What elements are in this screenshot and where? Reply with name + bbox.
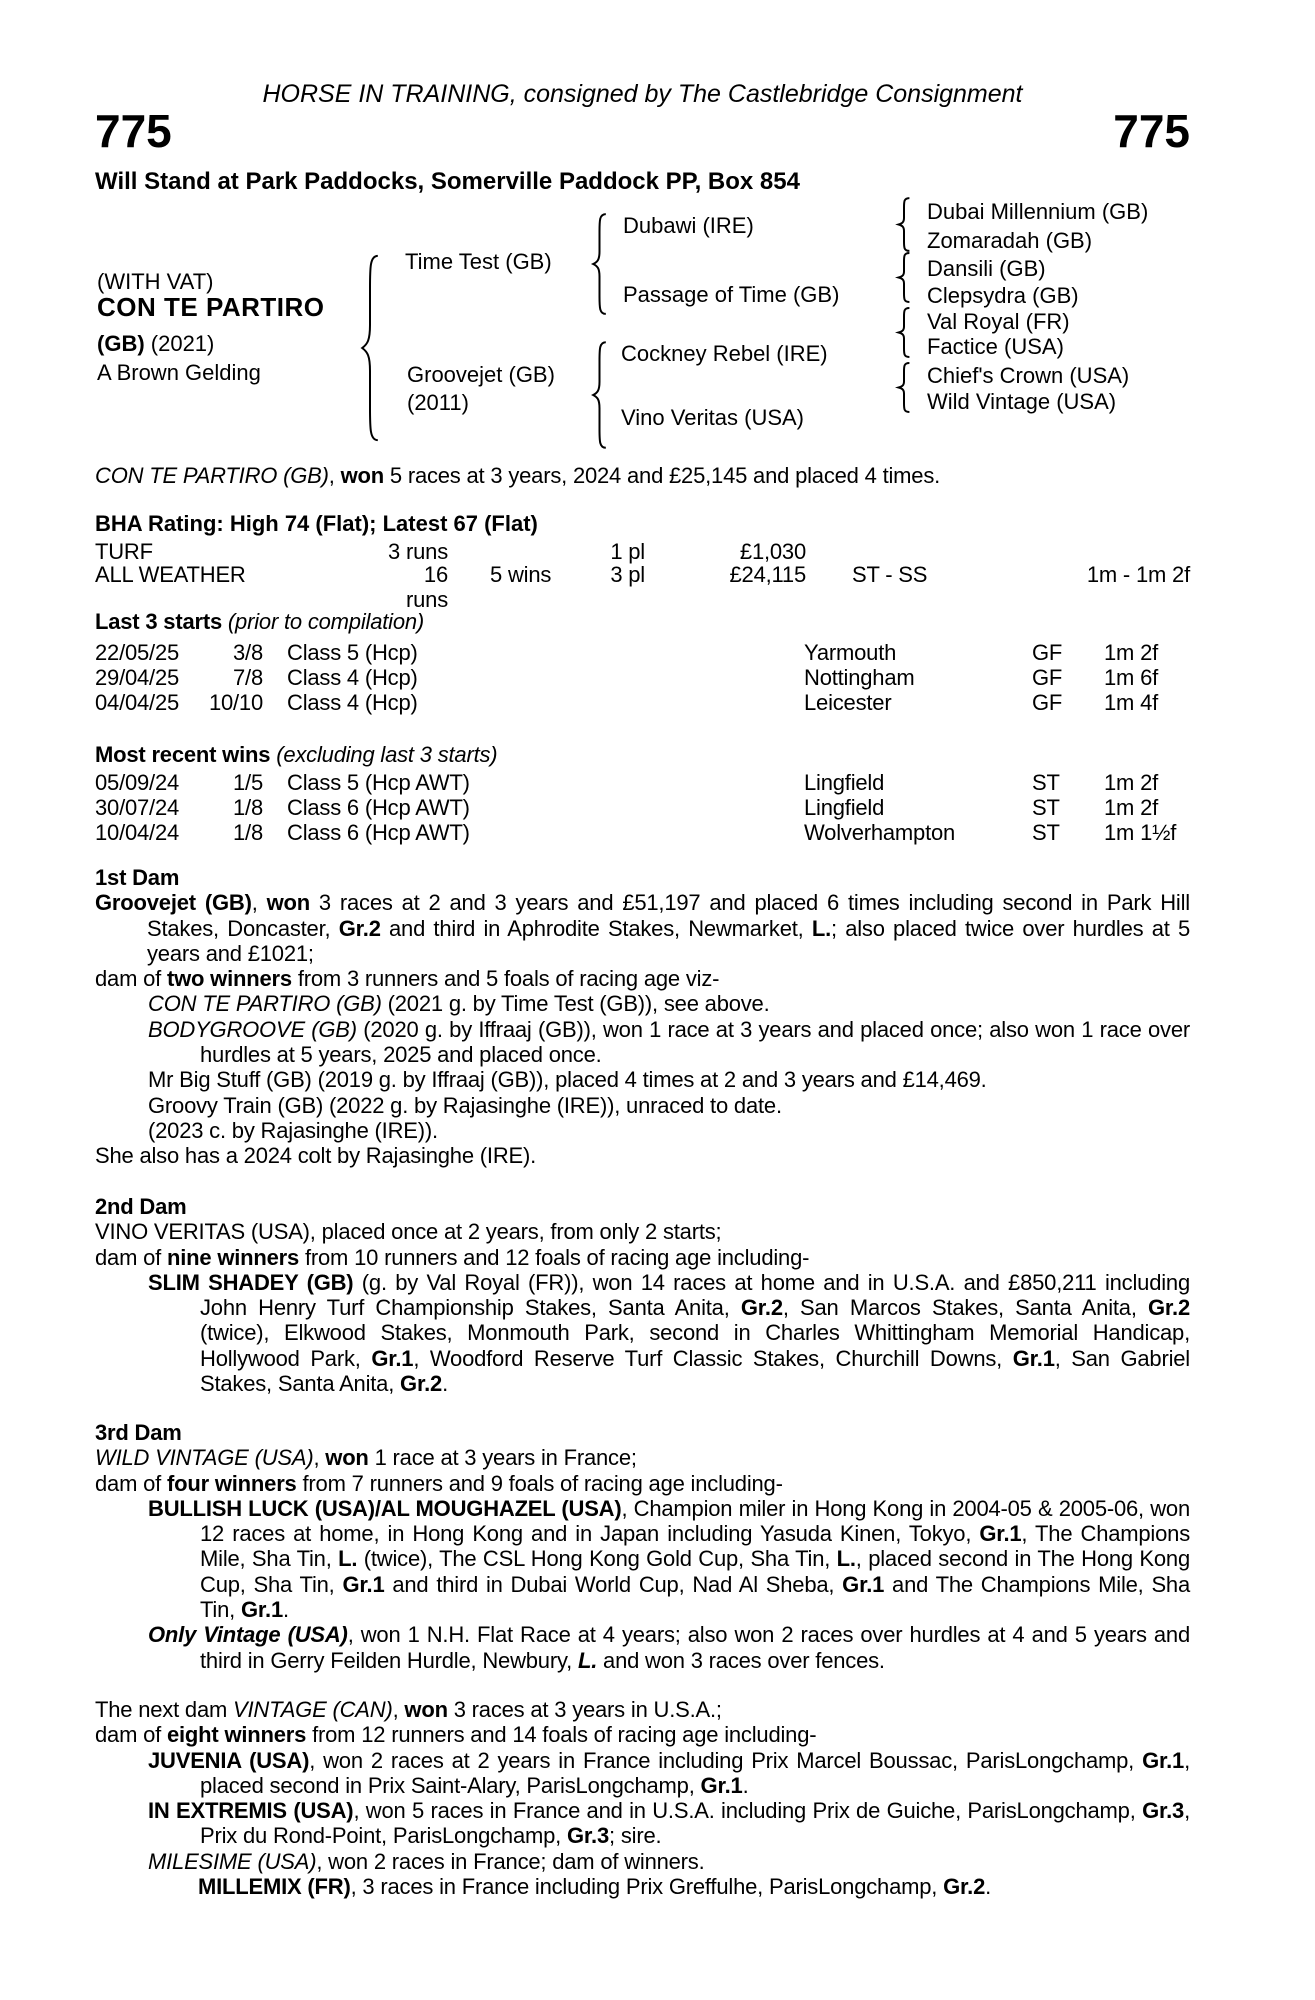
race-class: Class 4 (Hcp) [287, 690, 418, 715]
race-position: 10/10 [208, 690, 263, 715]
pedigree-brace-icon [589, 212, 610, 316]
race-class: Class 4 (Hcp) [287, 665, 418, 690]
race-course: Yarmouth [804, 640, 897, 665]
produce-entry: Groovy Train (GB) (2022 g. by Rajasinghe (IRE)), unraced to date. [148, 1092, 782, 1118]
produce-entry: MILESIME (USA), won 2 races in France; dam of winners. [148, 1848, 705, 1874]
subject-horse-name: CON TE PARTIRO [97, 292, 325, 322]
race-going: GF [1032, 665, 1063, 690]
sire-sire-name: Dubawi (IRE) [623, 213, 754, 238]
race-row [95, 665, 1190, 690]
race-position: 1/8 [233, 820, 263, 845]
pedigree-brace-icon [895, 252, 913, 303]
race-record-summary: CON TE PARTIRO (GB), won 5 races at 3 years, 2024 and £25,145 and placed 4 times. [95, 463, 941, 488]
race-class: Class 6 (Hcp AWT) [287, 795, 470, 820]
lot-number-right: 775 [1113, 105, 1190, 157]
recent-wins-heading [95, 742, 497, 767]
pedigree-tree [95, 195, 1190, 463]
dam-paragraph: She also has a 2024 colt by Rajasinghe (IRE). [95, 1143, 537, 1169]
pedigree-brace-icon [895, 362, 913, 413]
race-date: 30/07/24 [95, 795, 180, 820]
dam-paragraph: VINO VERITAS (USA), placed once at 2 years, from only 2 starts; [95, 1219, 722, 1245]
dam-sire-name: Cockney Rebel (IRE) [621, 341, 828, 366]
race-going: ST [1032, 795, 1060, 820]
dam-year: (2011) [407, 390, 469, 415]
section-third-dam [95, 1420, 1190, 1673]
subject-horse-desc: A Brown Gelding [97, 360, 261, 385]
last-starts-note: (prior to compilation) [222, 609, 425, 634]
produce-entry: CON TE PARTIRO (GB) (2021 g. by Time Test (GB)), see above. [148, 991, 770, 1017]
race-class: Class 5 (Hcp AWT) [287, 770, 470, 795]
race-course: Wolverhampton [804, 820, 956, 845]
race-distance: 1m 4f [1104, 690, 1159, 715]
race-position: 1/8 [233, 795, 263, 820]
subject-horse-yearnum: (2021) [144, 331, 215, 356]
lot-number-row [95, 105, 1190, 157]
race-class: Class 5 (Hcp) [287, 640, 418, 665]
ancestor-name: Dubai Millennium (GB) [927, 199, 1149, 224]
race-class: Class 6 (Hcp AWT) [287, 820, 470, 845]
dam-paragraph: dam of nine winners from 10 runners and 12 foals of racing age including- [95, 1244, 810, 1270]
section-first-dam [95, 865, 1190, 1169]
race-distance: 1m 1½f [1104, 820, 1177, 845]
stand-location-line: Will Stand at Park Paddocks, Somerville Paddock PP, Box 854 [95, 168, 800, 195]
race-going: GF [1032, 690, 1063, 715]
race-distance: 1m 2f [1104, 640, 1159, 665]
race-row [95, 770, 1190, 795]
race-course: Lingfield [804, 795, 885, 820]
ancestor-name: Val Royal (FR) [927, 309, 1070, 334]
section-next-dam [95, 1697, 1190, 1899]
produce-entry: MILLEMIX (FR), 3 races in France including Prix Greffulhe, ParisLongchamp, Gr.2. [198, 1874, 992, 1900]
produce-entry: SLIM SHADEY (GB) (g. by Val Royal (FR)), won 14 races at home and in U.S.A. and £850,211 including John Henry Turf Championship Stakes, Santa Anita, Gr.2, San Marcos Stakes, Santa Anita, Gr.2 (twice), Elkwood Stakes, Monmouth Park, second in Charles Whittingham Memorial Handicap, Hollywood Park, Gr.1, Woodford Reserve Turf Classic Stakes, Churchill Downs, Gr.1, San Gabriel Stakes, Santa Anita, Gr.2. [148, 1269, 1190, 1397]
race-position: 3/8 [233, 640, 263, 665]
ancestor-name: Wild Vintage (USA) [927, 389, 1117, 414]
dam-dam-name: Vino Veritas (USA) [621, 405, 805, 430]
stat-money: £24,115 [729, 562, 806, 587]
stat-places: 1 pl [610, 539, 645, 564]
produce-entry: Only Vintage (USA), won 1 N.H. Flat Race at 4 years; also won 2 races over hurdles at 4 and 5 years and third in Gerry Feilden Hurdle, Newbury, L. and won 3 races over fences. [148, 1622, 1190, 1673]
race-row [95, 820, 1190, 845]
dam-paragraph: WILD VINTAGE (USA), won 1 race at 3 years in France; [95, 1445, 637, 1471]
stat-wins [448, 539, 565, 564]
pedigree-brace-icon [589, 340, 610, 450]
dam-paragraph: dam of eight winners from 12 runners and 14 foals of racing age including- [95, 1722, 817, 1748]
race-row [95, 640, 1190, 665]
produce-entry: JUVENIA (USA), won 2 races at 2 years in France including Prix Marcel Boussac, ParisLongchamp, Gr.1, placed second in Prix Saint-Alary, ParisLongchamp, Gr.1. [148, 1747, 1191, 1798]
produce-entry: IN EXTREMIS (USA), won 5 races in France and in U.S.A. including Prix de Guiche, ParisLongchamp, Gr.3, Prix du Rond-Point, ParisLongchamp, Gr.3; sire. [148, 1798, 1190, 1849]
ancestor-name: Dansili (GB) [927, 256, 1046, 281]
recent-wins-title: Most recent wins [95, 742, 271, 767]
stat-surface: TURF [95, 539, 153, 564]
dam-name: Groovejet (GB) [407, 362, 555, 387]
lot-number-left: 775 [95, 105, 172, 157]
race-going: ST [1032, 820, 1060, 845]
dam-paragraph: Groovejet (GB), won 3 races at 2 and 3 years and £51,197 and placed 6 times including second in Park Hill Stakes, Doncaster, Gr.2 and third in Aphrodite Stakes, Newmarket, L.; also placed twice over hurdles at 5 years and £1021; [95, 890, 1190, 966]
dam-paragraph: dam of two winners from 3 runners and 5 foals of racing age viz- [95, 966, 720, 992]
sire-name: Time Test (GB) [405, 249, 552, 274]
dam-paragraph: dam of four winners from 7 runners and 9 foals of racing age including- [95, 1470, 783, 1496]
pedigree-brace-icon [895, 197, 913, 252]
race-course: Nottingham [804, 665, 915, 690]
race-date: 22/05/25 [95, 640, 180, 665]
second-dam-heading: 2nd Dam [95, 1194, 187, 1219]
race-date: 29/04/25 [95, 665, 180, 690]
produce-entry: (2023 c. by Rajasinghe (IRE)). [148, 1117, 438, 1143]
race-going: GF [1032, 640, 1063, 665]
race-position: 7/8 [233, 665, 263, 690]
race-distance: 1m 6f [1104, 665, 1159, 690]
third-dam-heading: 3rd Dam [95, 1420, 182, 1445]
stat-runs: 3 runs [388, 539, 448, 564]
stat-going [806, 539, 959, 564]
ancestor-name: Zomaradah (GB) [927, 228, 1093, 253]
ancestor-name: Clepsydra (GB) [927, 283, 1079, 308]
ancestor-name: Factice (USA) [927, 334, 1064, 359]
vat-note: (WITH VAT) [97, 269, 214, 294]
race-distance: 1m 2f [1104, 770, 1159, 795]
stat-going: ST - SS [852, 562, 928, 587]
stat-row-all-weather [95, 562, 1190, 613]
race-course: Leicester [804, 690, 892, 715]
race-row [95, 690, 1190, 715]
stat-money: £1,030 [739, 539, 806, 564]
stat-runs: 16 runs [406, 562, 448, 613]
race-going: ST [1032, 770, 1060, 795]
last-starts-heading [95, 609, 424, 634]
pedigree-brace-icon [895, 307, 913, 358]
stat-dist: 1m - 1m 2f [1086, 562, 1190, 587]
consignment-title: HORSE IN TRAINING, consigned by The Castlebridge Consignment [262, 80, 1023, 108]
pedigree-brace-icon [357, 252, 383, 444]
race-date: 05/09/24 [95, 770, 180, 795]
race-position: 1/5 [233, 770, 263, 795]
produce-entry: BODYGROOVE (GB) (2020 g. by Iffraaj (GB)), won 1 race at 3 years and placed once; also won 1 race over hurdles at 5 years, 2025 and placed once. [148, 1016, 1190, 1068]
stat-wins: 5 wins [490, 562, 552, 587]
race-course: Lingfield [804, 770, 885, 795]
stat-surface: ALL WEATHER [95, 562, 246, 587]
produce-entry: Mr Big Stuff (GB) (2019 g. by Iffraaj (GB)), placed 4 times at 2 and 3 years and £14,469. [148, 1067, 987, 1093]
dam-paragraph: The next dam VINTAGE (CAN), won 3 races at 3 years in U.S.A.; [95, 1697, 722, 1722]
race-distance: 1m 2f [1104, 795, 1159, 820]
first-dam-heading: 1st Dam [95, 865, 180, 890]
recent-wins-note: (excluding last 3 starts) [270, 742, 498, 767]
race-date: 10/04/24 [95, 820, 180, 845]
section-second-dam [95, 1194, 1190, 1396]
ancestor-name: Chief's Crown (USA) [927, 363, 1130, 388]
stat-places: 3 pl [610, 562, 645, 587]
last-starts-title: Last 3 starts [95, 609, 223, 634]
sire-dam-name: Passage of Time (GB) [623, 282, 840, 307]
bha-rating-heading: BHA Rating: High 74 (Flat); Latest 67 (Flat) [95, 511, 538, 536]
race-row [95, 795, 1190, 820]
subject-horse-year [97, 332, 214, 356]
race-date: 04/04/25 [95, 690, 180, 715]
subject-horse-suffix: (GB) [97, 331, 145, 356]
stat-dist [959, 539, 1190, 564]
stat-row-turf [95, 539, 1190, 564]
produce-entry: BULLISH LUCK (USA)/AL MOUGHAZEL (USA), Champion miler in Hong Kong in 2004-05 & 2005-06, won 12 races at home, in Hong Kong and in Japan including Yasuda Kinen, Tokyo, Gr.1, The Champions Mile, Sha Tin, L. (twice), The CSL Hong Kong Gold Cup, Sha Tin, L., placed second in The Hong Kong Cup, Sha Tin, Gr.1 and third in Dubai World Cup, Nad Al Sheba, Gr.1 and The Champions Mile, Sha Tin, Gr.1. [148, 1495, 1191, 1623]
